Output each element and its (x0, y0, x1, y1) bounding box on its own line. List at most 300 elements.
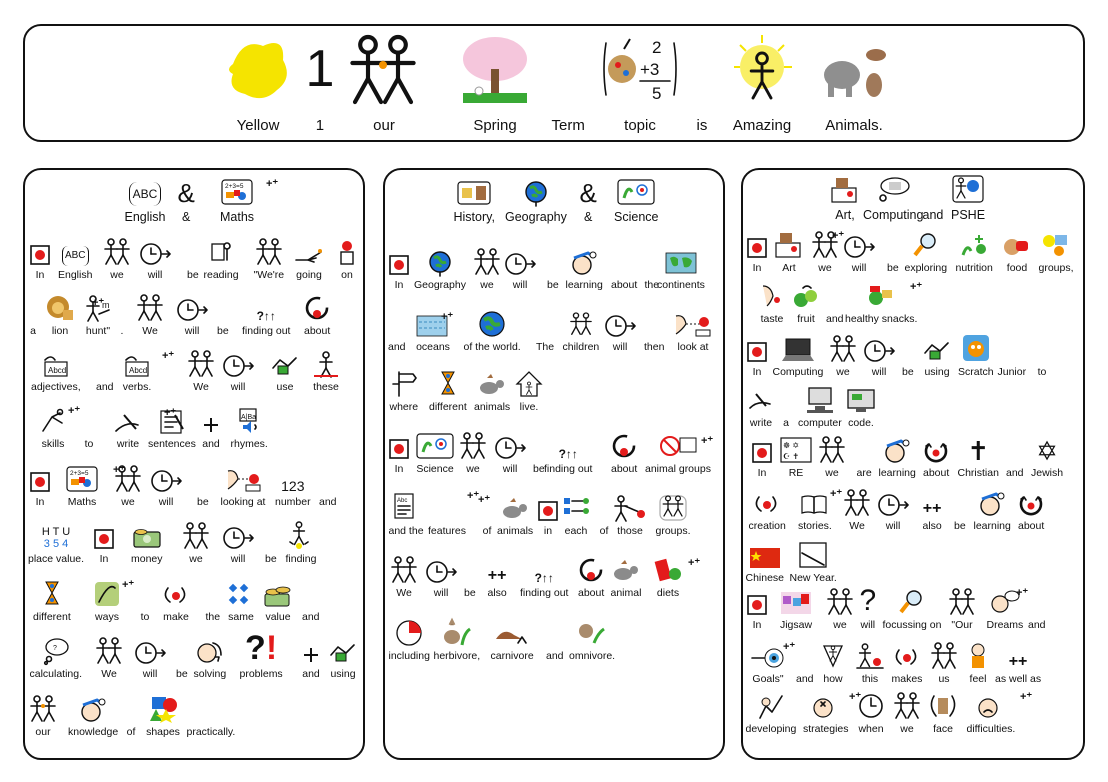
svg-text:+3: +3 (640, 60, 660, 79)
right-word (842, 229, 876, 274)
write-icon (748, 384, 774, 414)
to-icon (140, 578, 150, 608)
right-word (825, 586, 855, 631)
symbol-label: Goals" (752, 673, 784, 685)
right-word (781, 384, 791, 429)
symbol-label: we (836, 366, 850, 378)
symbol-label: In (394, 279, 404, 291)
taste-icon (759, 280, 785, 310)
mid-word (547, 246, 559, 291)
htu-icon: H T U 3 5 4 (41, 526, 71, 550)
header-word-0 (223, 33, 293, 134)
header-word-label: Yellow (236, 117, 280, 134)
mid-word (611, 554, 642, 599)
left-word (126, 693, 136, 738)
focussing-on-icon (898, 586, 926, 616)
svg-text:☪ ✝: ☪ ✝ (783, 452, 800, 461)
right-word (791, 280, 821, 325)
left-word (186, 348, 216, 393)
continents-icon (664, 246, 698, 276)
symbol-label: we (110, 269, 124, 281)
symbol-label: will (502, 463, 518, 475)
symbol-label: of (482, 525, 492, 537)
mid-word (458, 430, 488, 475)
symbol-label: History, (453, 210, 495, 224)
will-icon (175, 292, 209, 322)
junior-icon (1007, 333, 1017, 363)
left-word (294, 236, 324, 281)
mid-word (434, 617, 481, 662)
symbol-label: continents (657, 279, 705, 291)
header-word-label: Spring (473, 117, 517, 134)
left-word (242, 292, 290, 337)
symbol-label: Computing (863, 208, 924, 222)
symbol-label: those (617, 525, 643, 537)
symbol-label: Chinese (745, 572, 785, 584)
left-word (221, 463, 266, 508)
symbol-label: hunt" (85, 325, 111, 337)
left-word (84, 405, 94, 450)
symbol-label: we (833, 619, 847, 631)
mid-title-word (614, 176, 658, 224)
plus-superscript-icon: +⁺ (783, 641, 796, 653)
mid-word (388, 308, 406, 353)
symbol-label: finding out (520, 587, 569, 599)
we-icon (458, 430, 488, 460)
right-word (947, 586, 977, 631)
right-word (967, 690, 1016, 735)
right-word (779, 586, 813, 631)
right-word (746, 333, 768, 378)
symbol-label: also (487, 587, 507, 599)
symbol-label: ways (95, 611, 119, 623)
we-icon (186, 348, 216, 378)
these-icon (312, 348, 340, 378)
carnivore-icon (494, 617, 530, 647)
adjectives-icon (41, 348, 71, 378)
left-word (302, 578, 320, 623)
plus-superscript-icon: +⁺ (832, 230, 845, 242)
developing-icon (756, 690, 786, 720)
symbol-label: herbivore, (433, 650, 481, 662)
we-icon (472, 246, 502, 276)
our-icon (28, 693, 58, 723)
right-word (842, 487, 872, 532)
will-icon (221, 348, 255, 378)
left-word (65, 463, 99, 508)
in-icon (29, 463, 51, 493)
and-the-icon (391, 492, 421, 522)
as-well-as-icon: ++ (1008, 653, 1028, 670)
number-icon: 123 (281, 478, 305, 494)
left-word (263, 578, 293, 623)
symbol-label: each (564, 525, 588, 537)
right-word (828, 333, 858, 378)
symbol-label: will (860, 619, 876, 631)
svg-text:5: 5 (652, 84, 662, 103)
symbol-label: we (480, 279, 494, 291)
plus-superscript-icon: +⁺ (1020, 691, 1033, 703)
in-icon (388, 246, 410, 276)
will-icon (149, 463, 183, 493)
be-icon (218, 292, 228, 322)
symbol-label: using (330, 668, 356, 680)
will-icon (138, 236, 172, 266)
be-icon (534, 430, 544, 460)
right-word (922, 333, 952, 378)
and-icon (100, 348, 110, 378)
symbol-label: shapes (146, 726, 180, 738)
symbol-label: will (871, 366, 887, 378)
mid-word (388, 246, 410, 291)
symbol-label: money (131, 553, 163, 565)
left-word (93, 578, 121, 623)
left-word (122, 348, 152, 393)
symbol-label: we (189, 553, 203, 565)
right-word (1006, 434, 1024, 479)
chinese-icon (749, 539, 781, 569)
symbol-label: stories. (798, 520, 832, 532)
symbol-label: about (1018, 520, 1045, 532)
mid-word (429, 368, 467, 413)
we-icon (389, 554, 419, 584)
left-word (227, 578, 255, 623)
left-word (45, 292, 75, 337)
and-icon (323, 463, 333, 493)
we-icon (828, 333, 858, 363)
symbol-label: be (464, 587, 476, 599)
finding-out-icon: ?↑↑ (256, 309, 276, 323)
mid-word (389, 617, 430, 662)
science-icon (616, 176, 656, 206)
science-icon (415, 430, 455, 460)
symbol-label: food (1006, 262, 1028, 274)
right-word (846, 384, 876, 429)
jigsaw-icon (779, 586, 813, 616)
symbol-label: learning (973, 520, 1011, 532)
symbol-label: finding out (242, 325, 291, 337)
right-word (1031, 434, 1063, 479)
skills-icon (40, 405, 66, 435)
right-word (779, 434, 813, 479)
be-icon (266, 520, 276, 550)
right-word (998, 333, 1027, 378)
left-word (93, 520, 115, 565)
will-icon: ? (859, 584, 877, 617)
feel-icon (967, 640, 989, 670)
left-word (301, 635, 321, 680)
maths-icon (65, 463, 99, 493)
symbol-label: makes (891, 673, 923, 685)
symbol-label: these (313, 381, 339, 393)
symbol-label: In (757, 467, 767, 479)
will-icon (603, 308, 637, 338)
right-word (817, 434, 847, 479)
left-word (181, 520, 211, 565)
in-icon (746, 586, 768, 616)
svg-text:A|Ba: A|Ba (241, 414, 257, 421)
plus-superscript-icon: +⁺ (122, 579, 135, 591)
symbol-label: English (58, 269, 93, 281)
symbol-label: The (536, 341, 555, 353)
right-word (892, 640, 923, 685)
left-word (135, 292, 165, 337)
symbol-label: animals (474, 401, 511, 413)
symbol-label: be (197, 496, 209, 508)
symbol-label: verbs. (122, 381, 152, 393)
a-icon (781, 384, 791, 414)
symbol-label: the (205, 611, 221, 623)
symbol-label: In (752, 619, 762, 631)
term-paint-sum-icon (600, 33, 680, 105)
mid-word (611, 430, 637, 475)
right-word (857, 434, 872, 479)
problems-icon: ?! (245, 629, 278, 667)
symbol-label: and (1028, 619, 1046, 631)
left-word (187, 693, 236, 738)
right-word (746, 539, 785, 584)
left-word (162, 578, 190, 623)
make-icon (162, 578, 190, 608)
right-word (796, 640, 814, 685)
omnivore-icon (576, 617, 608, 647)
symbol-label: we (900, 723, 914, 735)
left-word (221, 348, 255, 393)
right-word (887, 229, 899, 274)
symbol-label: adjectives, (31, 381, 81, 393)
jewish-icon: ✡ (1036, 436, 1058, 466)
symbol-label: animal (610, 587, 642, 599)
symbol-label: nutrition (955, 262, 993, 274)
right-word (826, 280, 844, 325)
symbol-label: the (644, 279, 660, 291)
symbol-label: solving (193, 668, 227, 680)
nutrition-icon (959, 229, 989, 259)
symbol-label: & (584, 210, 593, 224)
also-icon: ++ (487, 567, 507, 584)
plus-superscript-icon: +⁺ (164, 407, 177, 419)
plus-superscript-icon: +⁺ (92, 297, 105, 309)
in-icon (388, 430, 410, 460)
using-icon (328, 635, 358, 665)
symbol-label: fruit (797, 313, 815, 325)
svg-text:Abcd: Abcd (47, 366, 67, 375)
symbol-label: We (193, 381, 209, 393)
in-icon (746, 333, 768, 363)
symbol-label: learning (878, 467, 916, 479)
shapes-icon (146, 693, 180, 723)
symbol-label: Geography (414, 279, 466, 291)
computing-icon (780, 333, 816, 363)
symbol-label: us (938, 673, 950, 685)
symbol-label: face (933, 723, 953, 735)
mid-word (390, 368, 419, 413)
left-word (146, 693, 180, 738)
mid-word (544, 430, 592, 475)
mid-word (569, 617, 615, 662)
we-icon (135, 292, 165, 322)
mid-word (611, 246, 637, 291)
symbol-label: this (861, 673, 879, 685)
right-word (748, 384, 774, 429)
symbol-label: we (121, 496, 135, 508)
symbol-label: of (126, 726, 136, 738)
header-word-6 (697, 33, 708, 134)
will-icon (876, 487, 910, 517)
right-word (923, 434, 949, 479)
left-word (239, 629, 283, 680)
art-icon (830, 174, 860, 204)
learning-icon (978, 487, 1006, 517)
right-word (876, 487, 910, 532)
same-icon (227, 578, 255, 608)
mid-word (563, 308, 600, 353)
symbol-label: In (394, 463, 404, 475)
left-word (335, 236, 359, 281)
then-icon (649, 308, 659, 338)
different-icon (438, 368, 458, 398)
symbol-label: will (851, 262, 867, 274)
where-icon (391, 368, 417, 398)
we-are-icon (254, 236, 284, 266)
we-icon (817, 434, 847, 464)
symbol-label: knowledge (68, 726, 119, 738)
symbol-label: groups. (655, 525, 691, 537)
live-icon (515, 368, 543, 398)
history-icon (456, 176, 492, 206)
symbol-label: Computing (772, 366, 824, 378)
healthy-snacks-icon (866, 280, 896, 310)
those-icon (613, 492, 647, 522)
symbol-label: and (546, 650, 564, 662)
symbol-label: we (818, 262, 832, 274)
in-icon (751, 434, 773, 464)
place-value-icon (42, 520, 70, 550)
symbol-label: difficulties. (966, 723, 1016, 735)
we-icon (102, 236, 132, 266)
lion-icon (45, 292, 75, 322)
a-icon (28, 292, 38, 322)
will-icon (133, 635, 167, 665)
left-word (28, 292, 38, 337)
art-icon (774, 229, 804, 259)
plus-superscript-icon: +⁺ (478, 494, 491, 506)
plus-superscript-icon: +⁺ (68, 405, 81, 417)
svg-text:2+3=5: 2+3=5 (70, 470, 89, 477)
left-word (68, 693, 118, 738)
header-word-label: our (373, 117, 395, 134)
and-icon (830, 280, 840, 310)
symbol-label: In (752, 262, 762, 274)
mid-word (644, 308, 664, 353)
mid-word (503, 246, 537, 291)
solving-icon (195, 635, 225, 665)
mid-title-word (454, 176, 495, 224)
symbol-label: Scratch (958, 366, 994, 378)
left-word (304, 292, 330, 337)
mid-word (515, 368, 543, 413)
to-icon (84, 405, 94, 435)
left-word (28, 520, 84, 565)
mid-word (536, 308, 554, 353)
left-word (201, 405, 221, 450)
symbol-label: be (265, 553, 277, 565)
and-icon (301, 635, 321, 665)
mid-word (603, 308, 637, 353)
symbol-label: about (304, 325, 331, 337)
symbol-label: lion (51, 325, 69, 337)
be-icon (198, 463, 208, 493)
of-icon (599, 492, 609, 522)
symbol-label: a (30, 325, 36, 337)
using-icon (922, 333, 952, 363)
left-word (133, 635, 167, 680)
symbol-label: going (296, 269, 322, 281)
mid-word (464, 554, 476, 599)
stories-icon (800, 487, 830, 517)
right-word (1002, 229, 1032, 274)
mid-word (656, 492, 691, 537)
and-icon (928, 174, 938, 204)
use-icon (270, 348, 300, 378)
right-word (845, 280, 917, 325)
symbol-label: about (923, 467, 950, 479)
symbol-label: New Year. (789, 572, 837, 584)
symbol-label: looking at (220, 496, 266, 508)
right-word (746, 690, 797, 735)
symbol-label: look at (677, 341, 709, 353)
face-icon (928, 690, 958, 720)
symbol-label: will (612, 341, 628, 353)
right-word (773, 333, 824, 378)
this-icon (855, 640, 885, 670)
in-icon (746, 229, 768, 259)
ampersand-icon: & (579, 178, 597, 208)
right-word (958, 434, 999, 479)
header-word-7 (726, 33, 798, 134)
symbol-label: Jewish (1031, 467, 1064, 479)
symbol-label: feel (969, 673, 987, 685)
plus-superscript-icon: +⁺ (849, 691, 862, 703)
symbol-label: then (644, 341, 665, 353)
finding-icon (287, 520, 315, 550)
knowledge-icon (79, 693, 107, 723)
also-icon: ++ (922, 500, 942, 517)
header-word-5 (600, 33, 680, 134)
right-word (862, 333, 896, 378)
symbol-label: calculating. (29, 668, 83, 680)
different-icon (42, 578, 62, 608)
symbol-label: using (924, 366, 950, 378)
be-icon (548, 246, 558, 276)
mid-word (578, 554, 604, 599)
header-word-label: Amazing (732, 117, 792, 134)
left-word (265, 520, 277, 565)
will-icon (424, 554, 458, 584)
symbol-label: write (116, 438, 140, 450)
about-icon (611, 430, 637, 460)
and-icon (800, 640, 810, 670)
mid-word (613, 492, 647, 537)
right-word (798, 384, 842, 429)
symbol-label: and (826, 313, 844, 325)
symbol-label: will (230, 381, 246, 393)
pshe-icon (951, 174, 985, 204)
about-icon (1018, 487, 1044, 517)
symbol-label: in (543, 525, 553, 537)
learning-icon (570, 246, 598, 276)
header-word-label: is (696, 117, 708, 134)
